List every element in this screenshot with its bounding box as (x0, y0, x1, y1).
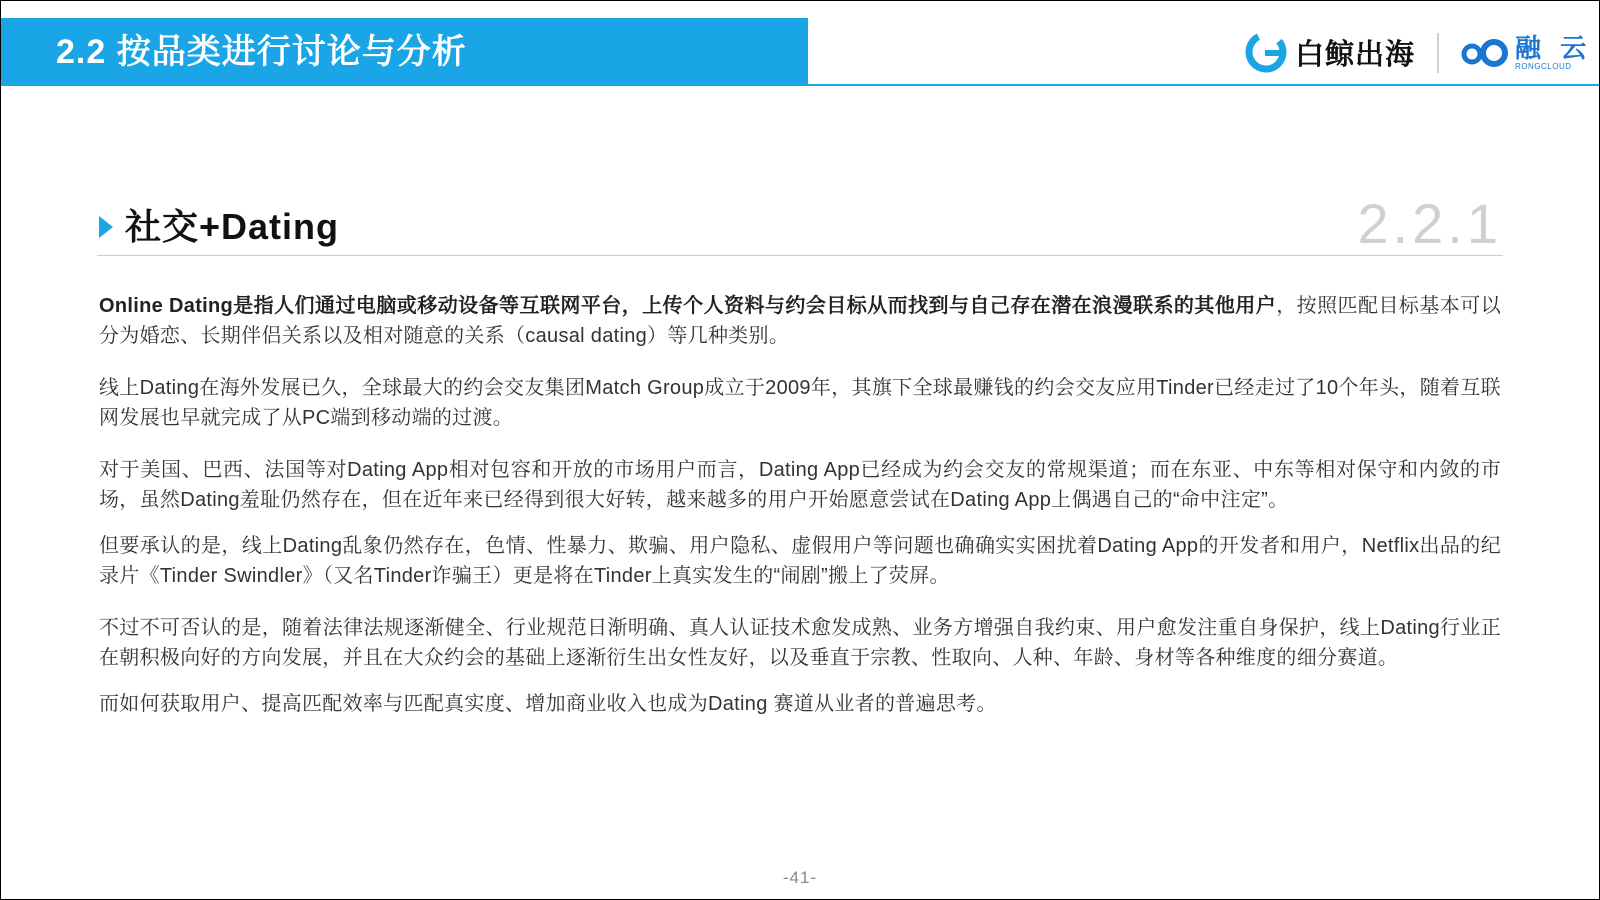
body-text (99, 291, 1501, 719)
paragraph-1 (99, 291, 1501, 351)
triangle-right-icon (99, 216, 113, 238)
baijing-logo-text: 白鲸出海 (1295, 38, 1416, 71)
baijing-g-icon (1245, 31, 1287, 73)
paragraph-3: 对于美国、巴西、法国等对Dating App相对包容和开放的市场用户而言，Dating App已经成为约会交友的常规渠道；而在东亚、中东等相对保守和内敛的市场，虽然Dating羞耻仍然存在，但在近年来已经得到很大好转，越来越多的用户开始愿意尝试在Dating App上偶遇自己的“命中注定”。 (99, 459, 1501, 511)
header-rule (808, 84, 1599, 86)
section-rule (97, 255, 1503, 256)
rongcloud-logo-en: RONGCLOUD (1515, 62, 1572, 71)
logo-divider (1437, 33, 1439, 73)
paragraph-1-bold: Online Dating是指人们通过电脑或移动设备等互联网平台，上传个人资料与约会目标从而找到与自己存在潜在浪漫联系的其他用户 (99, 295, 1277, 317)
page-number: -41- (782, 868, 818, 887)
rongcloud-infinity-icon (1459, 38, 1509, 68)
paragraph-4: 但要承认的是，线上Dating乱象仍然存在，色情、性暴力、欺骗、用户隐私、虚假用户等问题也确确实实困扰着Dating App的开发者和用户，Netflix出品的纪录片《Tinder Swindler》（又名Tinder诈骗王）更是将在Tinder上真实发生的“闹剧”搬上了荧屏。 (99, 535, 1501, 587)
header-band (1, 18, 808, 86)
section-number: 2.2.1 (1357, 192, 1502, 255)
paragraph-6: 而如何获取用户、提高匹配效率与匹配真实度、增加商业收入也成为Dating 赛道从业者的普遍思考。 (99, 693, 997, 715)
paragraph-1-rest: ，按照匹配目标基本可以分为婚恋、长期伴侣关系以及相对随意的关系（causal dating）等几种类别。 (99, 295, 1501, 347)
section-title: 社交+Dating (125, 206, 340, 247)
rongcloud-logo-cn: 融 云 (1515, 33, 1593, 63)
baijing-logo (1245, 29, 1415, 75)
paragraph-5: 不过不可否认的是，随着法律法规逐渐健全、行业规范日渐明确、真人认证技术愈发成熟、业务方增强自我约束、用户愈发注重自身保护，线上Dating行业正在朝积极向好的方向发展，并且在大众约会的基础上逐渐衍生出女性友好，以及垂直于宗教、性取向、人种、年龄、身材等各种维度的细分赛道。 (99, 617, 1501, 669)
paragraph-2: 线上Dating在海外发展已久，全球最大的约会交友集团Match Group成立于2009年，其旗下全球最赚钱的约会交友应用Tinder已经走过了10个年头，随着互联网发展也早就完成了从PC端到移动端的过渡。 (99, 377, 1501, 429)
rongcloud-logo (1459, 31, 1592, 75)
header-title: 2.2 按品类进行讨论与分析 (56, 33, 467, 71)
